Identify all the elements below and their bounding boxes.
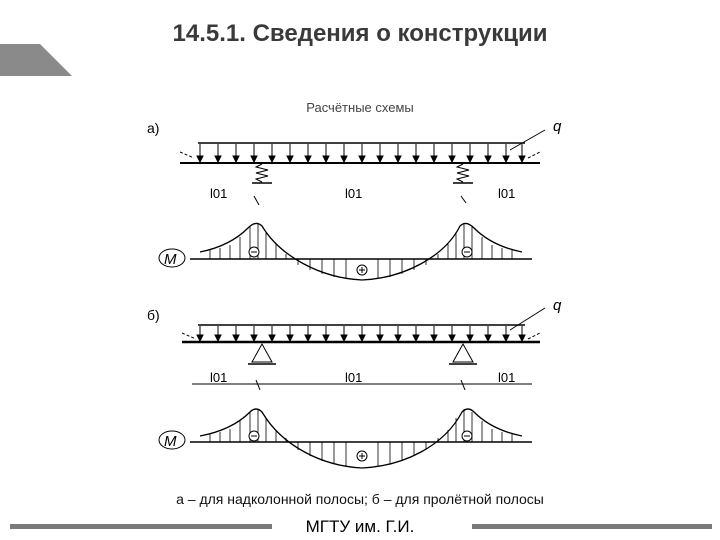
figure-caption: а – для надколонной полосы; б – для пролётной полосы — [176, 491, 544, 507]
scheme-b — [147, 297, 562, 468]
scheme-b-span-label: l01 — [345, 370, 363, 385]
scheme-b-pin-support-right — [449, 344, 477, 390]
scheme-a-label: а) — [147, 120, 160, 136]
scheme-a-span-label: l01 — [210, 186, 228, 201]
footer-text: МГТУ им. Г.И. — [305, 517, 415, 536]
scheme-a-spring-support-left — [252, 164, 272, 205]
scheme-a-load-label: q — [553, 118, 562, 135]
scheme-a-load-arrows — [197, 144, 525, 162]
scheme-b-load-label: q — [553, 297, 562, 314]
figure-subtitle: Расчётные схемы — [306, 100, 414, 115]
scheme-a-spring-support-right — [453, 164, 473, 203]
slide-title: 14.5.1. Сведения о конструкции — [172, 20, 548, 47]
scheme-a-span-label: l01 — [345, 186, 363, 201]
scheme-a — [147, 118, 562, 280]
scheme-b-load-arrows — [197, 326, 525, 341]
scheme-b-span-label: l01 — [210, 370, 228, 385]
scheme-b-label: б) — [147, 307, 160, 323]
scheme-b-span-label: l01 — [498, 370, 516, 385]
scheme-a-moment-label: M — [164, 251, 177, 268]
scheme-b-pin-support-left — [248, 344, 276, 390]
scheme-b-moment-label: M — [164, 433, 177, 450]
scheme-a-span-label: l01 — [498, 186, 516, 201]
